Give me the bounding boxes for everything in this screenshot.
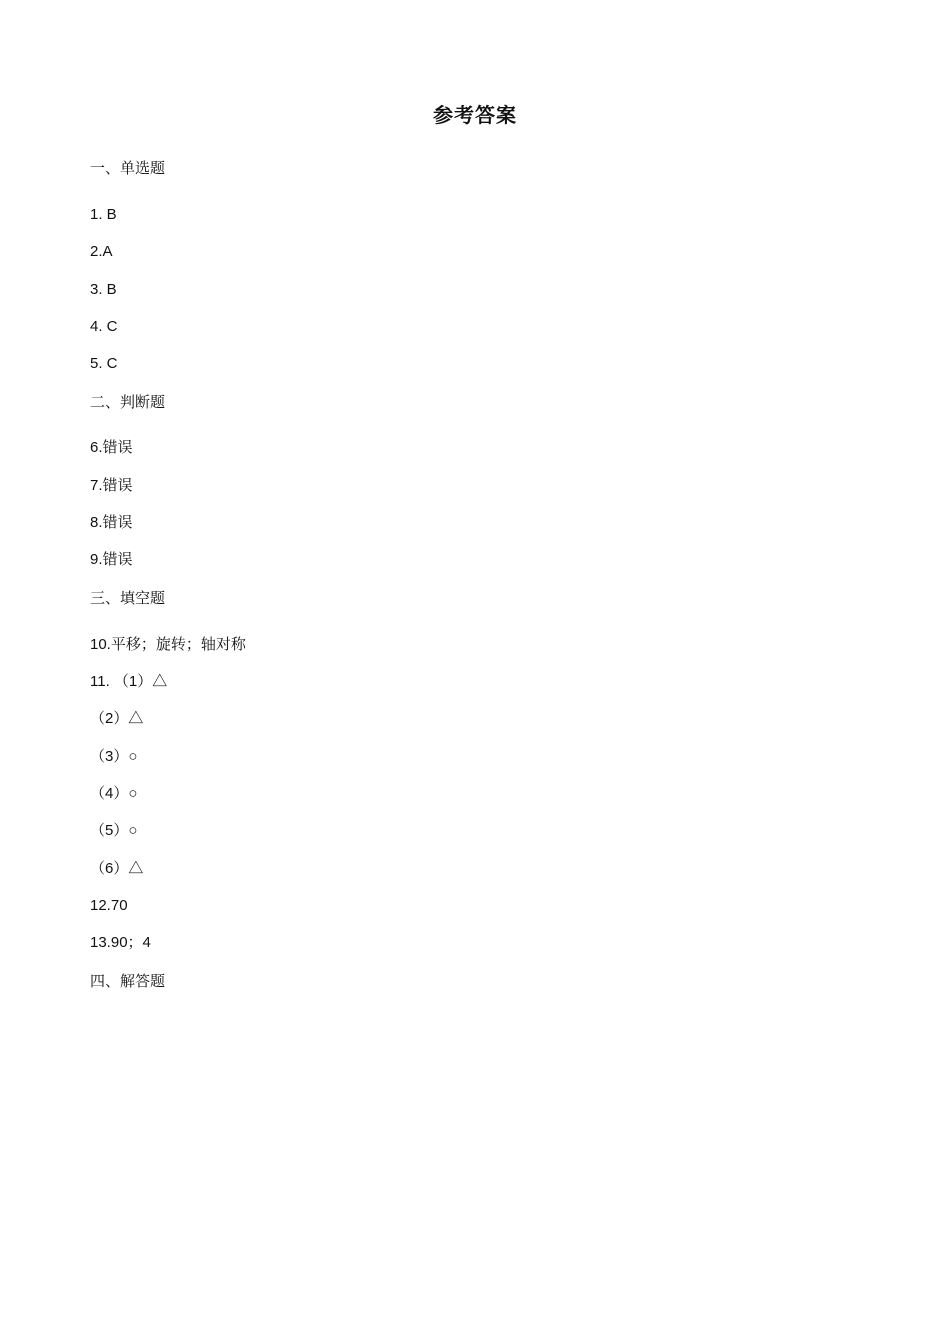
answer-item-4: 4. C bbox=[90, 318, 118, 335]
answer-item-11-part-5: （5）○ bbox=[90, 822, 138, 839]
answer-item-10: 10.平移；旋转；轴对称 bbox=[90, 636, 246, 653]
answer-item-11-part-2: （2）△ bbox=[90, 710, 144, 727]
answer-item-11-part-4: （4）○ bbox=[90, 785, 138, 802]
answer-item-5: 5. C bbox=[90, 355, 118, 372]
answer-item-2: 2.A bbox=[90, 243, 113, 260]
answer-item-6: 6.错误 bbox=[90, 439, 133, 456]
answer-item-7: 7.错误 bbox=[90, 477, 133, 494]
page-title: 参考答案 bbox=[433, 103, 517, 127]
answer-item-11-part-3: （3）○ bbox=[90, 748, 138, 765]
answer-item-11: 11. （1）△ bbox=[90, 673, 168, 690]
answer-item-9: 9.错误 bbox=[90, 551, 133, 568]
section-heading-solution: 四、解答题 bbox=[90, 972, 166, 990]
answer-item-8: 8.错误 bbox=[90, 514, 133, 531]
section-heading-single-choice: 一、单选题 bbox=[90, 159, 166, 177]
answer-item-3: 3. B bbox=[90, 281, 117, 298]
answer-item-13: 13.90；4 bbox=[90, 934, 151, 951]
answer-item-12: 12.70 bbox=[90, 897, 128, 914]
section-heading-fill-blank: 三、填空题 bbox=[90, 589, 166, 607]
answer-item-11-part-6: （6）△ bbox=[90, 860, 144, 877]
section-heading-true-false: 二、判断题 bbox=[90, 393, 166, 411]
answer-item-1: 1. B bbox=[90, 206, 117, 223]
